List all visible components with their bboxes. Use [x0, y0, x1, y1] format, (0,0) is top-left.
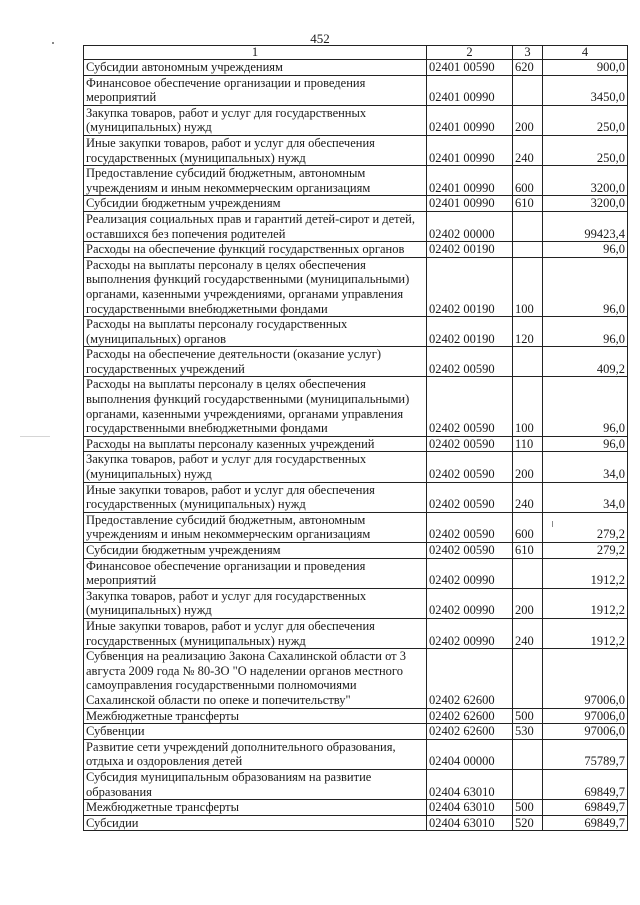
row-expense-type [513, 75, 543, 105]
row-expense-type: 240 [513, 482, 543, 512]
row-amount: 69849,7 [543, 769, 628, 799]
table-row [84, 60, 628, 76]
row-amount: 34,0 [543, 452, 628, 482]
row-code: 02402 62600 [427, 649, 513, 708]
row-description: Иные закупки товаров, работ и услуг для обеспечения государственных (муниципальных) нужд [84, 618, 427, 648]
row-amount: 279,2 [543, 543, 628, 559]
row-code: 02402 00590 [427, 436, 513, 452]
table-row [84, 166, 628, 196]
table-row [84, 377, 628, 436]
row-code: 02402 00000 [427, 211, 513, 241]
row-expense-type: 610 [513, 543, 543, 559]
table-row [84, 211, 628, 241]
row-description: Субвенция на реализацию Закона Сахалинской области от 3 августа 2009 года № 80-ЗО "О наделении органов местного самоуправления государственными полномочиями Сахалинской области по опеке и попечительству" [84, 649, 427, 708]
row-description: Расходы на обеспечение деятельности (оказание услуг) государственных учреждений [84, 347, 427, 377]
row-code: 02402 62600 [427, 708, 513, 724]
row-description: Субсидии автономным учреждениям [84, 60, 427, 76]
row-description: Межбюджетные трансферты [84, 708, 427, 724]
table-row [84, 257, 628, 316]
row-expense-type [513, 649, 543, 708]
row-code: 02402 00590 [427, 347, 513, 377]
table-row [84, 452, 628, 482]
row-code: 02404 00000 [427, 739, 513, 769]
table-row [84, 242, 628, 258]
row-description: Расходы на выплаты персоналу казенных учреждений [84, 436, 427, 452]
row-amount: 279,2 [543, 512, 628, 542]
row-expense-type [513, 739, 543, 769]
row-code: 02401 00990 [427, 196, 513, 212]
table-row [84, 347, 628, 377]
table-row [84, 543, 628, 559]
row-expense-type: 500 [513, 708, 543, 724]
row-description: Иные закупки товаров, работ и услуг для обеспечения государственных (муниципальных) нужд [84, 135, 427, 165]
row-amount: 250,0 [543, 135, 628, 165]
table-row [84, 436, 628, 452]
row-expense-type: 200 [513, 105, 543, 135]
row-amount: 97006,0 [543, 649, 628, 708]
row-amount: 1912,2 [543, 558, 628, 588]
row-expense-type: 240 [513, 618, 543, 648]
row-expense-type: 200 [513, 588, 543, 618]
row-expense-type: 110 [513, 436, 543, 452]
row-amount: 96,0 [543, 242, 628, 258]
row-amount: 3450,0 [543, 75, 628, 105]
row-amount: 97006,0 [543, 708, 628, 724]
row-code: 02401 00990 [427, 75, 513, 105]
table-row [84, 588, 628, 618]
row-expense-type [513, 347, 543, 377]
table-row [84, 618, 628, 648]
row-code: 02402 00590 [427, 452, 513, 482]
row-amount: 96,0 [543, 377, 628, 436]
header-cell-3: 3 [513, 46, 543, 60]
page-number: 452 [310, 31, 330, 46]
table-row [84, 135, 628, 165]
row-code: 02401 00990 [427, 166, 513, 196]
row-code: 02402 00990 [427, 558, 513, 588]
table-row [84, 196, 628, 212]
row-code: 02402 00590 [427, 512, 513, 542]
row-description: Расходы на выплаты персоналу государственных (муниципальных) органов [84, 317, 427, 347]
row-expense-type: 600 [513, 166, 543, 196]
row-description: Расходы на обеспечение функций государственных органов [84, 242, 427, 258]
header-cell-1: 1 [84, 46, 427, 60]
row-code: 02402 00990 [427, 588, 513, 618]
row-code: 02402 00190 [427, 242, 513, 258]
row-amount: 900,0 [543, 60, 628, 76]
row-expense-type [513, 769, 543, 799]
row-description: Расходы на выплаты персоналу в целях обеспечения выполнения функций государственными (муниципальными) органами, казенными учреждениями, органами управления государственными внебюджетными фондами [84, 377, 427, 436]
row-amount: 3200,0 [543, 166, 628, 196]
row-description: Финансовое обеспечение организации и проведения мероприятий [84, 558, 427, 588]
row-expense-type: 520 [513, 815, 543, 831]
row-amount: 96,0 [543, 257, 628, 316]
row-code: 02401 00990 [427, 105, 513, 135]
row-description: Субсидии бюджетным учреждениям [84, 196, 427, 212]
row-code: 02404 63010 [427, 815, 513, 831]
row-code: 02401 00590 [427, 60, 513, 76]
header-cell-2: 2 [427, 46, 513, 60]
table-row [84, 724, 628, 740]
row-amount: 34,0 [543, 482, 628, 512]
row-expense-type [513, 211, 543, 241]
row-amount: 1912,2 [543, 618, 628, 648]
row-code: 02402 00190 [427, 317, 513, 347]
row-code: 02402 00590 [427, 377, 513, 436]
table-header-row [84, 46, 628, 60]
row-amount: 250,0 [543, 105, 628, 135]
row-expense-type: 600 [513, 512, 543, 542]
row-description: Субсидии бюджетным учреждениям [84, 543, 427, 559]
row-expense-type: 610 [513, 196, 543, 212]
row-amount: 96,0 [543, 317, 628, 347]
row-description: Субсидия муниципальным образованиям на развитие образования [84, 769, 427, 799]
budget-table [83, 45, 628, 831]
row-expense-type: 240 [513, 135, 543, 165]
row-amount: 409,2 [543, 347, 628, 377]
row-amount: 99423,4 [543, 211, 628, 241]
row-expense-type: 100 [513, 377, 543, 436]
row-amount: 69849,7 [543, 800, 628, 816]
row-code: 02402 00590 [427, 543, 513, 559]
row-expense-type: 200 [513, 452, 543, 482]
row-amount: 97006,0 [543, 724, 628, 740]
row-code: 02401 00990 [427, 135, 513, 165]
row-description: Предоставление субсидий бюджетным, автономным учреждениям и иным некоммерческим организациям [84, 512, 427, 542]
table-row [84, 558, 628, 588]
row-expense-type [513, 558, 543, 588]
table-row [84, 649, 628, 708]
table-row [84, 769, 628, 799]
row-code: 02402 62600 [427, 724, 513, 740]
table-row [84, 512, 628, 542]
row-code: 02404 63010 [427, 800, 513, 816]
row-description: Развитие сети учреждений дополнительного образования, отдыха и оздоровления детей [84, 739, 427, 769]
scan-speck [52, 42, 54, 44]
row-description: Закупка товаров, работ и услуг для государственных (муниципальных) нужд [84, 452, 427, 482]
row-code: 02404 63010 [427, 769, 513, 799]
row-amount: 96,0 [543, 436, 628, 452]
row-description: Иные закупки товаров, работ и услуг для обеспечения государственных (муниципальных) нужд [84, 482, 427, 512]
row-expense-type: 530 [513, 724, 543, 740]
scan-speck [552, 521, 553, 527]
row-code: 02402 00590 [427, 482, 513, 512]
row-code: 02402 00190 [427, 257, 513, 316]
row-description: Финансовое обеспечение организации и проведения мероприятий [84, 75, 427, 105]
row-description: Межбюджетные трансферты [84, 800, 427, 816]
row-expense-type [513, 242, 543, 258]
table-row [84, 815, 628, 831]
table-row [84, 800, 628, 816]
table-row [84, 75, 628, 105]
table-row [84, 708, 628, 724]
table-row [84, 105, 628, 135]
row-description: Расходы на выплаты персоналу в целях обеспечения выполнения функций государственными (муниципальными) органами, казенными учреждениями, органами управления государственными внебюджетными фондами [84, 257, 427, 316]
row-amount: 3200,0 [543, 196, 628, 212]
row-description: Реализация социальных прав и гарантий детей-сирот и детей, оставшихся без попечения родителей [84, 211, 427, 241]
row-expense-type: 620 [513, 60, 543, 76]
table-row [84, 317, 628, 347]
row-description: Закупка товаров, работ и услуг для государственных (муниципальных) нужд [84, 105, 427, 135]
header-cell-4: 4 [543, 46, 628, 60]
row-amount: 69849,7 [543, 815, 628, 831]
row-expense-type: 100 [513, 257, 543, 316]
row-description: Субсидии [84, 815, 427, 831]
row-expense-type: 120 [513, 317, 543, 347]
table-row [84, 739, 628, 769]
scan-speck [20, 436, 50, 437]
row-amount: 1912,2 [543, 588, 628, 618]
row-code: 02402 00990 [427, 618, 513, 648]
row-description: Субвенции [84, 724, 427, 740]
row-expense-type: 500 [513, 800, 543, 816]
row-description: Предоставление субсидий бюджетным, автономным учреждениям и иным некоммерческим организациям [84, 166, 427, 196]
row-amount: 75789,7 [543, 739, 628, 769]
row-description: Закупка товаров, работ и услуг для государственных (муниципальных) нужд [84, 588, 427, 618]
table-row [84, 482, 628, 512]
